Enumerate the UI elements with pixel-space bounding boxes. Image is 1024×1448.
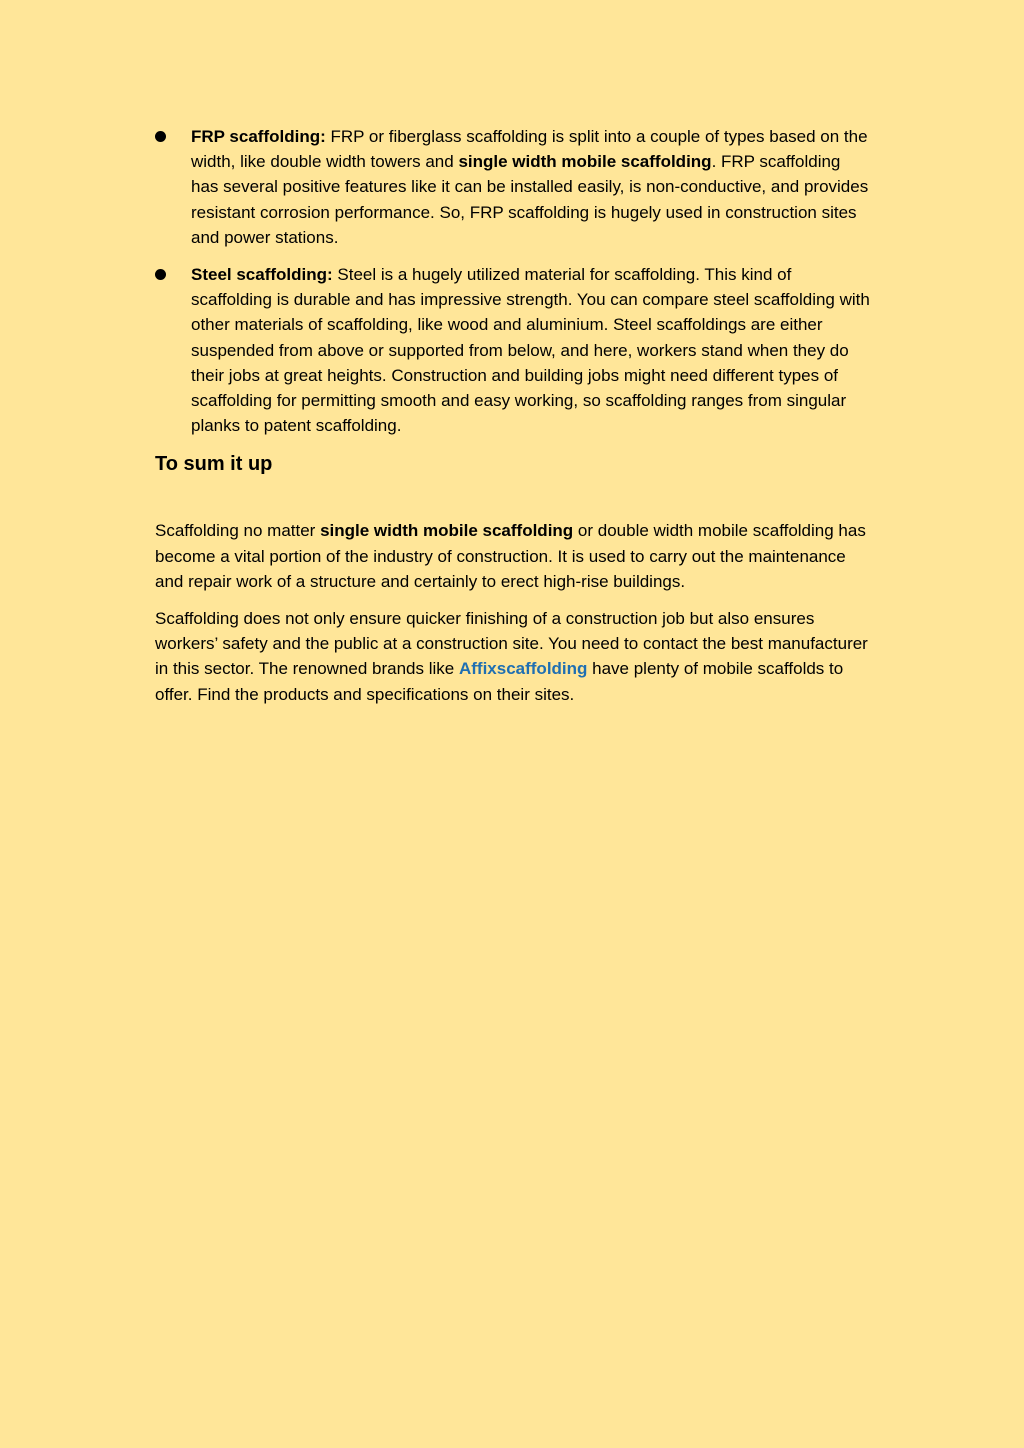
para2-text-before: Scaffolding does not only ensure quicker finishing of a construction job but also ensures workers’ safety and the public at a construction site. You need to contact the best manufacturer in this sector. The renowned brands like	[155, 609, 868, 679]
bullet-icon	[155, 131, 166, 142]
frp-bold-phrase: single width mobile scaffolding	[458, 152, 712, 172]
steel-term: Steel scaffolding:	[191, 265, 333, 285]
bullet-icon	[155, 269, 166, 280]
para1-bold-phrase: single width mobile scaffolding	[320, 521, 574, 541]
list-item-frp	[155, 124, 871, 250]
document-body	[155, 124, 871, 719]
frp-term: FRP scaffolding:	[191, 127, 326, 146]
steel-text-1: Steel is a hugely utilized material for scaffolding. This kind of scaffolding is durable and has impressive strength. You can compare steel scaffolding with other materials of scaffolding, like wood and aluminium. Steel scaffoldings are either suspended from above or supported from below, and here, workers stand when they do their jobs at great heights. Construction and building jobs might need different types of scaffolding for permitting smooth and easy working, so scaffolding ranges from singular planks to patent scaffolding.	[191, 265, 870, 436]
summary-paragraph-1	[155, 518, 871, 594]
frp-text-1: FRP or fiberglass scaffolding is split into a couple of types based on the width, like double width towers and	[191, 127, 868, 172]
summary-heading: To sum it up	[155, 453, 273, 476]
scaffolding-types-list	[155, 124, 871, 438]
summary-paragraph-2	[155, 606, 871, 707]
para1-text-before: Scaffolding no matter	[155, 521, 321, 541]
para1-text-after: or double width mobile scaffolding has become a vital portion of the industry of construction. It is used to carry out the maintenance and repair work of a structure and certainly to erect high-rise buildings.	[155, 521, 866, 591]
list-item-steel	[155, 262, 871, 438]
para2-text-after: have plenty of mobile scaffolds to offer. Find the products and specifications on their sites.	[155, 659, 844, 704]
affixscaffolding-link[interactable]: Affixscaffolding	[458, 659, 588, 679]
frp-text-2: . FRP scaffolding has several positive features like it can be installed easily, is non-conductive, and provides resistant corrosion performance. So, FRP scaffolding is hugely used in construction sites and power stations.	[191, 152, 869, 247]
